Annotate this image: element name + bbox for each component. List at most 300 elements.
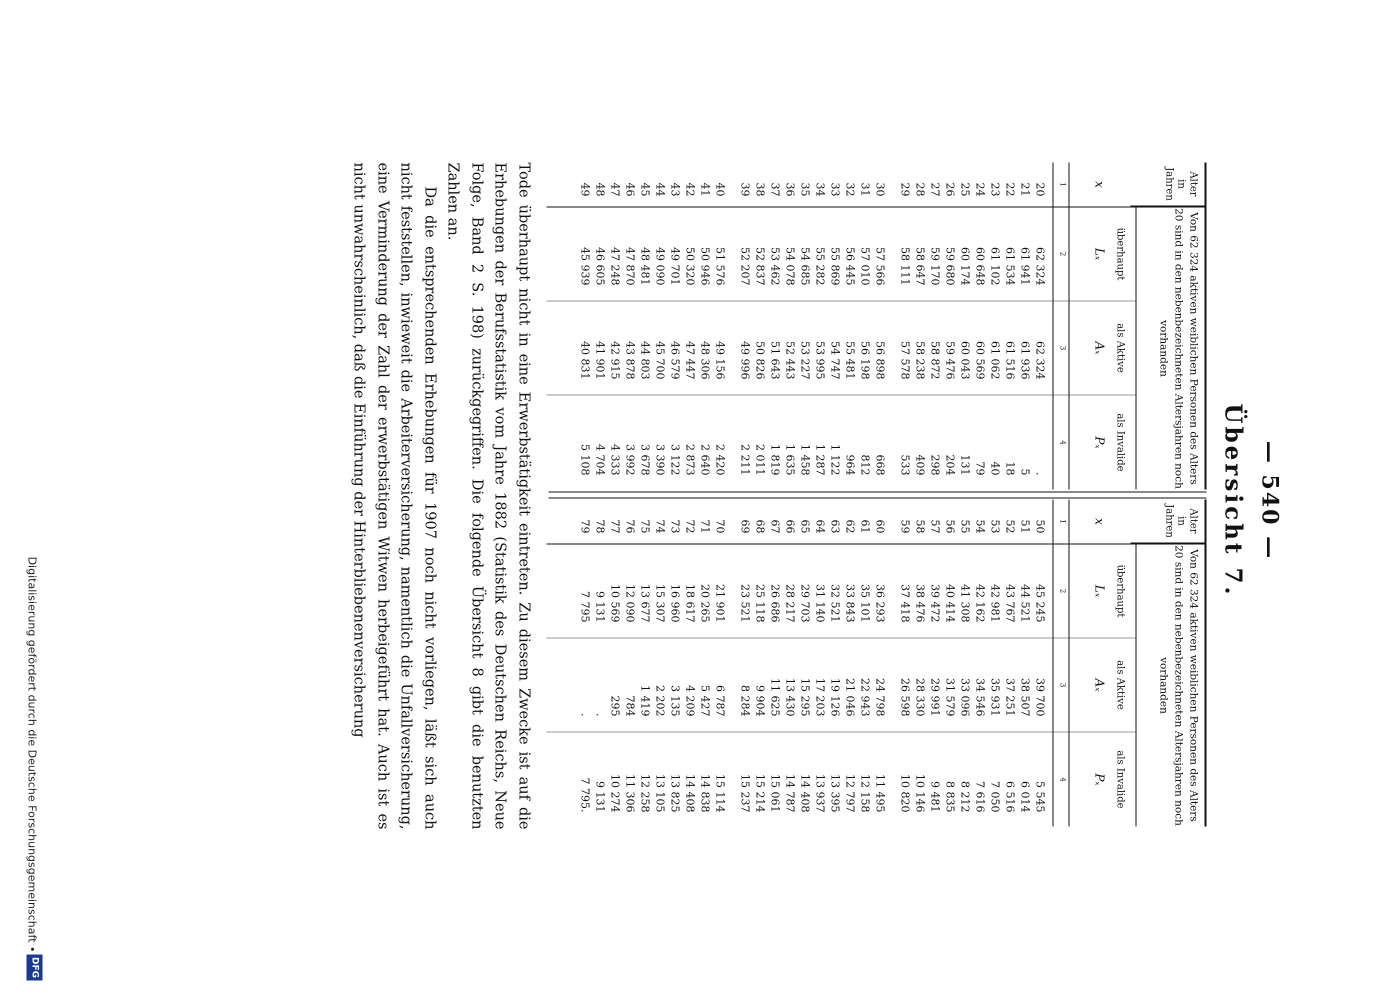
table-cell: 28 — [913, 182, 927, 197]
column-header-invalid-symbol: Pₓ — [1092, 773, 1107, 786]
table-cell: 55 282 — [813, 247, 827, 286]
dfg-footer — [17, 181, 45, 981]
table-cell: 298 — [928, 454, 942, 476]
table-cell: 3 135 — [668, 685, 682, 717]
table-cell: 533 — [898, 454, 912, 476]
table-cell: 15 214 — [753, 774, 767, 813]
table-cell: 5 545 — [1033, 781, 1047, 813]
table-row — [972, 500, 987, 827]
column-numbers — [1055, 163, 1067, 490]
row-group — [737, 500, 887, 827]
table-cell: 60 043 — [958, 341, 972, 380]
table-cell: 3 390 — [653, 444, 667, 476]
table-cell: 40 831 — [578, 341, 592, 380]
table-cell: 9 904 — [753, 685, 767, 717]
column-number: 3 — [1058, 345, 1067, 351]
paragraph-1: Tode überhaupt nicht in eine Erwerbstätigkeit eintreten. Zu diesem Zwecke ist auf die Erhebungen der Berufsstatistik vom Jahre 1882 (Statistik des Deutschen Reichs, Neue Folge, Band 2 S. 198) zurückgegriffen. Die folgende Übersicht 8 gibt die benutzten Zahlen an. — [445, 162, 532, 830]
table-cell: 73 — [668, 519, 682, 534]
table-cell: 8 835 — [943, 781, 957, 813]
table-cell: 41 — [698, 182, 712, 197]
column-header-active-symbol: Aₓ — [1092, 678, 1107, 692]
table-cell: 5 — [1018, 468, 1032, 476]
table-cell: 31 140 — [813, 584, 827, 623]
table-row — [987, 500, 1002, 827]
table-cell: 8 284 — [738, 685, 752, 717]
table-cell: 33 — [828, 182, 842, 197]
table-row — [592, 500, 607, 827]
table-cell: 57 566 — [873, 247, 887, 286]
document-page — [0, 1, 1383, 1001]
table-cell: 56 198 — [858, 341, 872, 380]
table-cell: 37 251 — [1003, 678, 1017, 717]
table-cell: 35 101 — [858, 584, 872, 623]
table-cell: 54 — [973, 519, 987, 534]
table-cell: 48 306 — [698, 341, 712, 380]
table-row — [1002, 500, 1017, 827]
column-header-active — [1070, 302, 1136, 395]
column-number: 2 — [1058, 588, 1067, 594]
table-cell: 964 — [843, 454, 857, 476]
table-cell: 18 — [1003, 461, 1017, 476]
table-row — [737, 500, 752, 827]
column-header-active — [1070, 639, 1136, 732]
column-header-active-label: als Aktive — [1114, 323, 1126, 373]
table-cell: 20 265 — [698, 584, 712, 623]
column-header-total-label: überhaupt — [1114, 227, 1126, 281]
table-row — [737, 163, 752, 490]
table-cell: 1 419 — [638, 685, 652, 717]
table-cell: 49 996 — [738, 341, 752, 380]
rule-horizontal — [1069, 163, 1070, 490]
table-cell: 7 616 — [973, 781, 987, 813]
table-cell: 63 — [828, 519, 842, 534]
table-cell: 53 227 — [798, 341, 812, 380]
column-number: 3 — [1058, 682, 1067, 688]
table-cell: 31 — [858, 182, 872, 197]
table-cell: 10 274 — [608, 774, 622, 813]
column-number: 1 — [1058, 519, 1067, 524]
table-cell: 26 — [943, 182, 957, 197]
table-cell: 12 158 — [858, 774, 872, 813]
table-row — [1002, 163, 1017, 490]
table-cell: 40 — [988, 461, 1002, 476]
rule-horizontal — [1053, 163, 1054, 490]
table-cell: 53 — [988, 519, 1002, 534]
age-header-word: in — [1175, 516, 1187, 526]
table-cell: 59 476 — [943, 341, 957, 380]
table-cell: 47 870 — [623, 247, 637, 286]
table-cell: 28 217 — [783, 584, 797, 623]
table-cell: 7 795. — [578, 777, 592, 813]
table-cell: 13 937 — [813, 774, 827, 813]
table-row — [942, 500, 957, 827]
table-cell: 26 598 — [898, 678, 912, 717]
table-cell: 43 — [668, 182, 682, 197]
table-cell: 5 427 — [698, 685, 712, 717]
table-cell: 55 869 — [828, 247, 842, 286]
table-cell: 33 843 — [843, 584, 857, 623]
table-cell: 7 795 — [578, 591, 592, 623]
table-row — [797, 500, 812, 827]
table-cell: 61 102 — [988, 247, 1002, 286]
table-cell: 65 — [798, 519, 812, 534]
column-numbers — [1055, 500, 1067, 827]
table-row — [697, 500, 712, 827]
row-group — [897, 500, 1047, 827]
table-cell: 69 — [738, 519, 752, 534]
table-cell: 45 — [638, 182, 652, 197]
table-cell: 4 209 — [683, 685, 697, 717]
table-cell: 52 207 — [738, 247, 752, 286]
table-cell: 72 — [683, 519, 697, 534]
dfg-logo: DFG — [27, 955, 43, 981]
table-cell: 23 — [988, 182, 1002, 197]
table-cell: 61 516 — [1003, 341, 1017, 380]
table-cell: 59 680 — [943, 247, 957, 286]
table-cell: 38 507 — [1018, 678, 1032, 717]
table-cell: 39 700 — [1033, 678, 1047, 717]
column-header-invalid-label: als Invalide — [1114, 750, 1126, 809]
table-cell: 10 146 — [913, 774, 927, 813]
column-header-age-symbol — [1092, 163, 1205, 207]
table-cell: 49 156 — [713, 341, 727, 380]
table-cell: 12 258 — [638, 774, 652, 813]
table-cell: 16 960 — [668, 584, 682, 623]
table-cell: 50 946 — [698, 247, 712, 286]
table-cell: 49 090 — [653, 247, 667, 286]
table-row — [752, 500, 767, 827]
table-cell: 42 — [683, 182, 697, 197]
paragraph-2: Da die entsprechenden Erhebungen für 1907 noch nicht vorliegen, läßt sich auch nicht feststellen, inwieweit die Arbeiterversicherung, namentlich die Unfallversicherung, eine Verminderung der Zahl der erwerbstätigen Witwen herbeigeführt hat. Auch ist es nicht unwahrscheinlich, daß die Einführung der Hinterbliebenenversicherung — [351, 162, 438, 830]
table-cell: 17 203 — [813, 678, 827, 717]
table-cell: 77 — [608, 519, 622, 534]
table-cell: 1 635 — [783, 444, 797, 476]
table-row — [592, 163, 607, 490]
table-cell: 30 — [873, 182, 887, 197]
table-row — [622, 163, 637, 490]
table-cell: 57 — [928, 519, 942, 534]
table-cell: 12 797 — [843, 774, 857, 813]
table-cell: 57 578 — [898, 341, 912, 380]
table-cell: 3 678 — [638, 444, 652, 476]
table-cell: 50 — [1033, 519, 1047, 534]
table-cell: 28 330 — [913, 678, 927, 717]
table-cell: 41 308 — [958, 584, 972, 623]
table-cell: 24 — [973, 182, 987, 197]
table-cell: 14 787 — [783, 774, 797, 813]
table-cell: 4 333 — [608, 444, 622, 476]
table-cell: 53 995 — [813, 341, 827, 380]
table-cell: 58 238 — [913, 341, 927, 380]
rule-horizontal — [1053, 500, 1054, 827]
column-number: 1 — [1058, 182, 1067, 187]
table-cell: 33 096 — [958, 678, 972, 717]
table-cell: 32 — [843, 182, 857, 197]
age-header-word: Alter — [1187, 508, 1199, 534]
table-cell: 668 — [873, 454, 887, 476]
table-row — [1017, 500, 1032, 827]
table-cell: 59 170 — [928, 247, 942, 286]
table-cell: 36 — [783, 182, 797, 197]
table-cell: 1 122 — [828, 444, 842, 476]
table-cell: 46 — [623, 182, 637, 197]
table-cell: 2 011 — [753, 444, 767, 476]
table-body — [567, 163, 1047, 490]
table-cell: 19 126 — [828, 678, 842, 717]
table-cell: 60 — [873, 519, 887, 534]
table-cell: 42 981 — [988, 584, 1002, 623]
table-row — [607, 163, 622, 490]
table-cell: 48 — [593, 182, 607, 197]
table-cell: 20 — [1033, 182, 1047, 197]
table-cell: 55 481 — [843, 341, 857, 380]
age-header-word: Jahren — [1163, 504, 1175, 538]
table-cell: 57 010 — [858, 247, 872, 286]
table-cell: 1 287 — [813, 444, 827, 476]
table-half-right — [547, 500, 1207, 827]
table-cell: 58 — [913, 519, 927, 534]
table-cell: 41 901 — [593, 341, 607, 380]
table-cell: 55 — [958, 519, 972, 534]
table-cell: 61 941 — [1018, 247, 1032, 286]
table-cell: 23 521 — [738, 584, 752, 623]
table-cell: 68 — [753, 519, 767, 534]
table-cell: 76 — [623, 519, 637, 534]
table-row — [1017, 163, 1032, 490]
table-row — [652, 163, 667, 490]
table-cell: 8 212 — [958, 781, 972, 813]
table-row — [667, 163, 682, 490]
table-cell: 3 992 — [623, 444, 637, 476]
table-row — [857, 163, 872, 490]
table-cell: 21 046 — [843, 678, 857, 717]
table-cell: 70 — [713, 519, 727, 534]
table-cell: 36 293 — [873, 584, 887, 623]
table-cell: 60 174 — [958, 247, 972, 286]
table-cell: 10 820 — [898, 774, 912, 813]
table-row — [842, 163, 857, 490]
symbol-x: x — [1092, 181, 1107, 188]
table-cell: 22 943 — [858, 678, 872, 717]
table-row — [897, 500, 912, 827]
table-row — [912, 163, 927, 490]
symbol-x: x — [1092, 518, 1107, 525]
table-cell: 5 108 — [578, 444, 592, 476]
table-cell: 45 939 — [578, 247, 592, 286]
table-cell: 26 686 — [768, 584, 782, 623]
column-number: 2 — [1058, 251, 1067, 257]
table-cell: 131 — [958, 454, 972, 476]
column-header-active-symbol: Aₓ — [1092, 341, 1107, 355]
table-row — [842, 500, 857, 827]
table-cell: 34 546 — [973, 678, 987, 717]
table-cell: 295 — [608, 695, 622, 717]
table-cell: 45 245 — [1033, 584, 1047, 623]
table-cell: 71 — [698, 519, 712, 534]
table-cell: 35 — [798, 182, 812, 197]
table-cell: 62 — [843, 519, 857, 534]
table-row — [767, 163, 782, 490]
table-cell: 4 704 — [593, 444, 607, 476]
table-cell: 10 569 — [608, 584, 622, 623]
column-header-invalid-label: als Invalide — [1114, 413, 1126, 472]
table-row — [607, 500, 622, 827]
table-cell: 1 458 — [798, 444, 812, 476]
table-cell: 7 050 — [988, 781, 1002, 813]
table-cell: . — [1033, 472, 1047, 476]
table-cell: 47 447 — [683, 341, 697, 380]
table-cell: 2 202 — [653, 685, 667, 717]
table-row — [782, 500, 797, 827]
table-cell: 46 579 — [668, 341, 682, 380]
table-row — [957, 500, 972, 827]
column-header-invalid — [1070, 396, 1136, 490]
column-header-total-symbol: Lₓ — [1092, 584, 1107, 598]
table-cell: . — [593, 713, 607, 717]
table-row — [812, 500, 827, 827]
table-cell: 47 — [608, 182, 622, 197]
table-row — [712, 163, 727, 490]
table-cell: 9 481 — [928, 781, 942, 813]
table-cell: 54 078 — [783, 247, 797, 286]
dfg-credit: Digitalisierung gefördert durch die Deutsche Forschungsgemeinschaft • — [25, 556, 39, 953]
table-separator — [549, 492, 1207, 499]
table-cell: 12 090 — [623, 584, 637, 623]
table-cell: 61 936 — [1018, 341, 1032, 380]
table-cell: 61 062 — [988, 341, 1002, 380]
table-cell: 49 701 — [668, 247, 682, 286]
row-group — [737, 163, 887, 490]
table-row — [1032, 500, 1047, 827]
table-cell: 44 — [653, 182, 667, 197]
table-cell: 49 — [578, 182, 592, 197]
table-cell: 40 — [713, 182, 727, 197]
table-cell: 13 825 — [668, 774, 682, 813]
column-header-active-label: als Aktive — [1114, 660, 1126, 710]
table-cell: 24 798 — [873, 678, 887, 717]
table-cell: 2 211 — [738, 444, 752, 476]
table-cell: 2 640 — [698, 444, 712, 476]
table-cell: 409 — [913, 454, 927, 476]
table-cell: 58 872 — [928, 341, 942, 380]
table-cell: 79 — [578, 519, 592, 534]
table-cell: 6 014 — [1018, 781, 1032, 813]
table-cell: 58 647 — [913, 247, 927, 286]
table-cell: 14 408 — [683, 774, 697, 813]
table-cell: 67 — [768, 519, 782, 534]
table-cell: 47 248 — [608, 247, 622, 286]
table-cell: 29 991 — [928, 678, 942, 717]
table-cell: 204 — [943, 454, 957, 476]
table-cell: 48 481 — [638, 247, 652, 286]
column-header-age-symbol — [1092, 500, 1205, 544]
table-cell: 13 677 — [638, 584, 652, 623]
table-row — [897, 163, 912, 490]
table-row — [782, 163, 797, 490]
table-cell: 60 569 — [973, 341, 987, 380]
table-cell: 29 — [898, 182, 912, 197]
table-cell: 53 462 — [768, 247, 782, 286]
table-row — [667, 500, 682, 827]
table-cell: 32 521 — [828, 584, 842, 623]
table-cell: 58 111 — [898, 247, 912, 286]
column-header-total — [1070, 208, 1136, 301]
age-header-word: Alter — [1187, 171, 1199, 197]
table-row — [927, 500, 942, 827]
table-cell: 39 — [738, 182, 752, 197]
table-cell: 1 819 — [768, 444, 782, 476]
table-cell: 51 643 — [768, 341, 782, 380]
table-cell: 14 838 — [698, 774, 712, 813]
table-cell: 15 114 — [713, 774, 727, 813]
table-cell: 25 — [958, 182, 972, 197]
table-cell: 3 122 — [668, 444, 682, 476]
table-row — [752, 163, 767, 490]
table-cell: 59 — [898, 519, 912, 534]
table-cell: 13 105 — [653, 774, 667, 813]
age-header-word: in — [1175, 179, 1187, 189]
table-cell: 6 787 — [713, 685, 727, 717]
table-cell: 42 162 — [973, 584, 987, 623]
table-cell: 2 873 — [683, 444, 697, 476]
table-cell: 38 — [753, 182, 767, 197]
table-cell: 46 605 — [593, 247, 607, 286]
table-row — [797, 163, 812, 490]
table-row — [637, 500, 652, 827]
table-row — [827, 163, 842, 490]
table-row — [712, 500, 727, 827]
table-row — [972, 163, 987, 490]
table-cell: 78 — [593, 519, 607, 534]
table-cell: 13 395 — [828, 774, 842, 813]
table-cell: 56 898 — [873, 341, 887, 380]
table-cell: 52 — [1003, 519, 1017, 534]
table-row — [652, 500, 667, 827]
table-row — [697, 163, 712, 490]
table-cell: 50 826 — [753, 341, 767, 380]
table-cell: 9 131 — [593, 781, 607, 813]
table-cell: 61 534 — [1003, 247, 1017, 286]
table-cell: 34 — [813, 182, 827, 197]
table-cell: 52 837 — [753, 247, 767, 286]
table-cell: 11 306 — [623, 774, 637, 813]
table-cell: 75 — [638, 519, 652, 534]
table-row — [637, 163, 652, 490]
row-group — [577, 500, 727, 827]
table-row — [942, 163, 957, 490]
table-row — [827, 500, 842, 827]
table-cell: 9 131 — [593, 591, 607, 623]
column-header-total — [1070, 545, 1136, 638]
table-cell: 44 803 — [638, 341, 652, 380]
table-cell: 62 324 — [1033, 341, 1047, 380]
table-row — [682, 500, 697, 827]
table-cell: . — [578, 713, 592, 717]
table-row — [577, 500, 592, 827]
group-header: Von 62 324 aktiven weiblichen Personen des Alters 20 sind in den nebenbezeichneten Altersjahren noch vorhanden — [1136, 208, 1205, 490]
table-cell: 39 472 — [928, 584, 942, 623]
table-row — [957, 163, 972, 490]
table-cell: 18 617 — [683, 584, 697, 623]
page-number: — 540 — — [1256, 440, 1283, 561]
table-cell: 79 — [973, 461, 987, 476]
column-header-total-label: überhaupt — [1114, 564, 1126, 618]
row-group — [897, 163, 1047, 490]
table-cell: 11 495 — [873, 774, 887, 813]
table-cell: 50 320 — [683, 247, 697, 286]
table-cell: 43 767 — [1003, 584, 1017, 623]
table-row — [857, 500, 872, 827]
